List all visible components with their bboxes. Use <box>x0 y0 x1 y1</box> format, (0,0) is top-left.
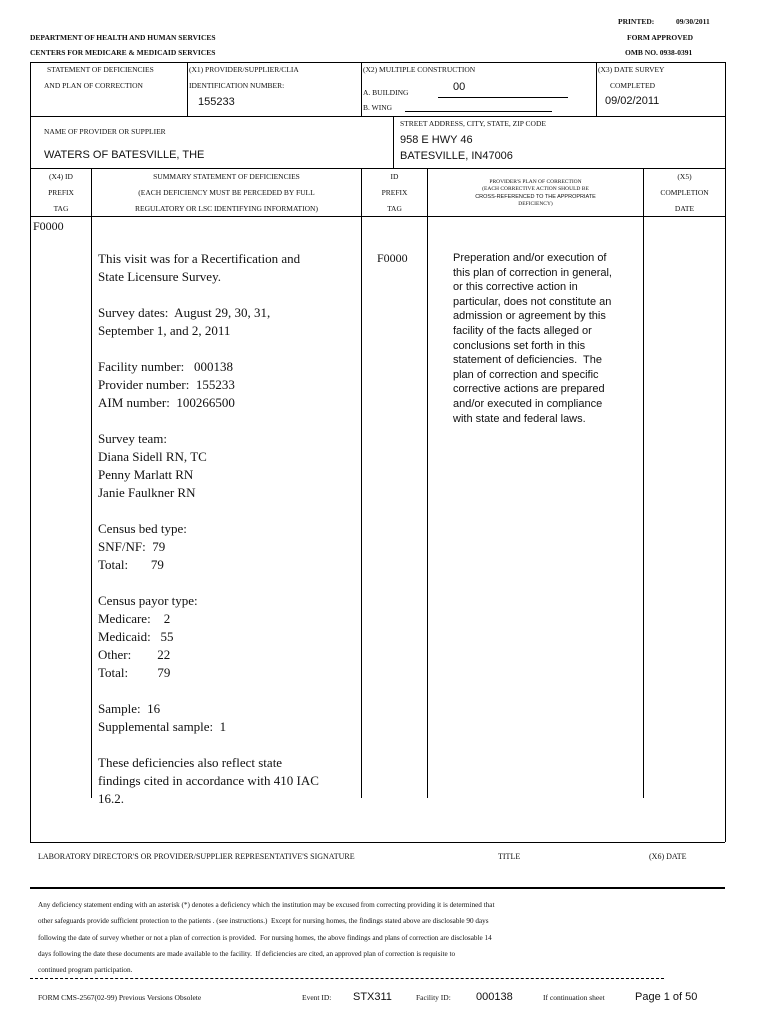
summary-line: Sample: 16 <box>98 701 161 716</box>
facility-id: 000138 <box>476 991 513 1003</box>
footnote-line: continued program participation. <box>38 966 133 975</box>
summary-line <box>98 574 319 592</box>
wing-label: B. WING <box>363 103 393 112</box>
frame-line <box>91 168 92 798</box>
summary-line: Facility number: 000138 <box>98 359 234 374</box>
plan-header-4: DEFICIENCY) <box>518 201 553 207</box>
summary-line <box>98 286 319 304</box>
form-number: FORM CMS-2567(02-99) Previous Versions Obsolete <box>38 993 202 1002</box>
x4-header-3: TAG <box>53 204 69 213</box>
frame-line <box>361 168 362 798</box>
summary-line <box>98 340 319 358</box>
statement-label-1: STATEMENT OF DEFICIENCIES <box>47 65 154 74</box>
plan-header-3: CROSS-REFERENCED TO THE APPROPRIATE <box>475 194 596 200</box>
page-number: Page 1 of 50 <box>635 991 698 1003</box>
continuation-label: If continuation sheet <box>543 993 605 1002</box>
building-label: A. BUILDING <box>363 88 409 97</box>
frame-line <box>30 842 725 843</box>
summary-line: Supplemental sample: 1 <box>98 719 227 734</box>
frame-line <box>393 116 394 168</box>
frame-line <box>361 62 362 116</box>
printed-date: 09/30/2011 <box>676 17 710 26</box>
summary-line: This visit was for a Recertification and <box>98 251 301 266</box>
provider-name-label: NAME OF PROVIDER OR SUPPLIER <box>44 127 166 136</box>
summary-line: State Licensure Survey. <box>98 269 221 284</box>
frame-line <box>30 216 725 217</box>
plan-line: statement of deficiencies. The <box>453 354 602 367</box>
summary-header-2: (EACH DEFICIENCY MUST BE PERCEDED BY FULL <box>138 188 315 197</box>
clia-number: 155233 <box>198 96 235 108</box>
summary-line: SNF/NF: 79 <box>98 539 166 554</box>
summary-line: Penny Marlatt RN <box>98 467 194 482</box>
summary-line: Other: 22 <box>98 647 171 662</box>
summary-line <box>98 682 319 700</box>
summary-line: Diana Sidell RN, TC <box>98 449 207 464</box>
plan-line: this plan of correction in general, <box>453 266 612 279</box>
id-header-3: TAG <box>387 204 402 213</box>
signature-label: LABORATORY DIRECTOR'S OR PROVIDER/SUPPLIER REPRESENTATIVE'S SIGNATURE <box>38 852 355 861</box>
plan-of-correction <box>453 251 612 426</box>
summary-header-1: SUMMARY STATEMENT OF DEFICIENCIES <box>153 172 300 181</box>
plan-line: admission or agreement by this <box>453 310 606 323</box>
plan-header-1: PROVIDER'S PLAN OF CORRECTION <box>489 179 582 185</box>
plan-line: plan of correction and specific <box>453 368 599 381</box>
summary-line: Janie Faulkner RN <box>98 485 196 500</box>
x5-header-1: (X5) <box>677 172 692 181</box>
summary-line: Medicaid: 55 <box>98 629 174 644</box>
summary-line: Medicare: 2 <box>98 611 171 626</box>
statement-label-2: AND PLAN OF CORRECTION <box>44 81 143 90</box>
printed-label: PRINTED: <box>618 17 655 26</box>
building-value: 00 <box>453 81 466 93</box>
title-label: TITLE <box>498 852 521 861</box>
event-id-label: Event ID: <box>302 993 332 1002</box>
x3-label-1: (X3) DATE SURVEY <box>598 65 665 74</box>
x1-label-2: IDENTIFICATION NUMBER: <box>189 81 285 90</box>
footnote-line: following the date of survey whether or not a plan of correction is provided. For nursing homes, the above findings and plans of correction are disclosable 14 <box>38 933 492 942</box>
deficiency-tag: F0000 <box>33 219 64 233</box>
frame-line <box>643 168 644 798</box>
footnote-line: days following the date these documents are made available to the facility. If deficiencies are cited, an approved plan of correction is requisite to <box>38 949 456 958</box>
frame-line <box>187 62 188 116</box>
summary-line <box>98 736 319 754</box>
summary-line: Survey team: <box>98 431 167 446</box>
plan-line: with state and federal laws. <box>453 412 586 425</box>
survey-completed-date: 09/02/2011 <box>605 95 660 107</box>
plan-line: corrective actions are prepared <box>453 383 605 396</box>
frame-line <box>30 168 725 169</box>
omb-number: OMB NO. 0938-0391 <box>625 48 693 57</box>
plan-line: particular, does not constitute an <box>453 295 612 308</box>
department-name: DEPARTMENT OF HEALTH AND HUMAN SERVICES <box>30 33 216 42</box>
frame-line <box>427 168 428 798</box>
summary-statement <box>98 250 319 808</box>
plan-line: or this corrective action in <box>453 281 578 294</box>
id-header-2: PREFIX <box>381 188 408 197</box>
plan-line: and/or executed in compliance <box>453 397 603 410</box>
wing-underline <box>405 111 552 112</box>
summary-line: Provider number: 155233 <box>98 377 235 392</box>
frame-line <box>30 887 725 889</box>
x3-label-2: COMPLETED <box>610 81 655 90</box>
frame-line <box>596 62 597 116</box>
frame-line <box>30 116 725 117</box>
plan-line: facility of the facts alleged or <box>453 324 592 337</box>
summary-line: 16.2. <box>98 791 124 806</box>
x4-header-1: (X4) ID <box>49 172 73 181</box>
frame-line <box>725 62 726 842</box>
summary-line: AIM number: 100266500 <box>98 395 235 410</box>
address-label: STREET ADDRESS, CITY, STATE, ZIP CODE <box>400 119 546 128</box>
plan-tag: F0000 <box>377 251 408 265</box>
plan-line: Preperation and/or execution of <box>453 252 607 264</box>
form-approved: FORM APPROVED <box>627 33 694 42</box>
summary-line: Census bed type: <box>98 521 187 536</box>
summary-line: Survey dates: August 29, 30, 31, <box>98 305 271 320</box>
footnote-divider <box>30 978 664 979</box>
agency-name: CENTERS FOR MEDICARE & MEDICAID SERVICES <box>30 48 216 57</box>
summary-line <box>98 502 319 520</box>
provider-name: WATERS OF BATESVILLE, THE <box>44 149 205 161</box>
footnote-line: other safeguards provide sufficient protection to the patients . (see instructions.) Except for nursing homes, the findings stated above are disclosable 90 days <box>38 917 489 926</box>
summary-line: September 1, and 2, 2011 <box>98 323 231 338</box>
summary-line: Census payor type: <box>98 593 198 608</box>
summary-line: findings cited in accordance with 410 IAC <box>98 773 319 788</box>
summary-line: These deficiencies also reflect state <box>98 755 283 770</box>
x5-header-2: COMPLETION <box>660 188 709 197</box>
x2-label: (X2) MULTIPLE CONSTRUCTION <box>363 65 476 74</box>
summary-line: Total: 79 <box>98 665 171 680</box>
plan-line: conclusions set forth in this <box>453 339 586 352</box>
facility-id-label: Facility ID: <box>416 993 451 1002</box>
street-address: 958 E HWY 46 <box>400 134 473 146</box>
building-underline <box>438 97 568 98</box>
frame-line <box>30 62 725 63</box>
footnote-line: Any deficiency statement ending with an asterisk (*) denotes a deficiency which the institution may be excused from correcting providing it is determined that <box>38 901 495 909</box>
x4-header-2: PREFIX <box>48 188 74 197</box>
city-state-zip: BATESVILLE, IN47006 <box>400 150 513 162</box>
summary-line: Total: 79 <box>98 557 164 572</box>
x1-label-1: (X1) PROVIDER/SUPPLIER/CLIA <box>189 65 299 74</box>
id-header-1: ID <box>390 172 399 181</box>
disclosure-footnote <box>38 897 494 978</box>
x5-header-3: DATE <box>674 204 695 213</box>
date-label: (X6) DATE <box>649 852 687 861</box>
plan-header-2: (EACH CORRECTIVE ACTION SHOULD BE <box>482 186 589 192</box>
event-id: STX311 <box>353 991 392 1003</box>
summary-header-3: REGULATORY OR LSC IDENTIFYING INFORMATION) <box>135 204 318 213</box>
summary-line <box>98 412 319 430</box>
